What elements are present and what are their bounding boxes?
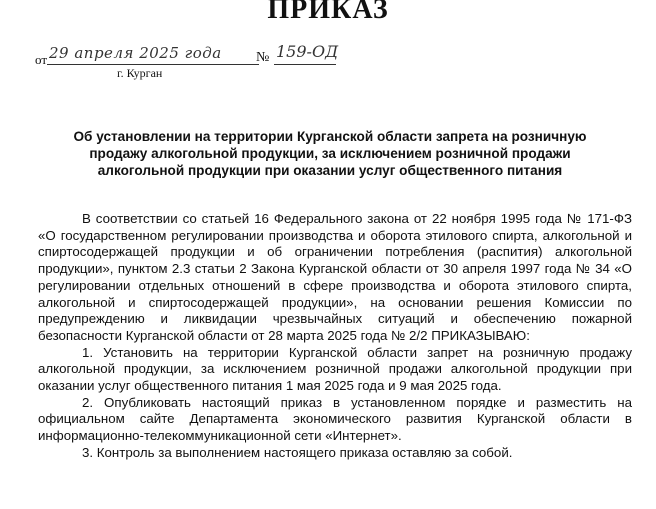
date-prefix: от	[35, 52, 48, 67]
clause-3-paragraph: 3. Контроль за выполнением настоящего приказа оставляю за собой.	[82, 444, 513, 460]
city-label: г. Курган	[117, 66, 163, 80]
clause-2-paragraph: 2. Опубликовать настоящий приказ в установленном порядке и разместить на официальном сайте Департамента экономического развития Курганской области в информационно-телекоммуникационной сети «Интернет».	[38, 394, 632, 444]
number-block	[256, 42, 346, 70]
document-title: ПРИКАЗ	[267, 0, 389, 25]
number-underline	[274, 64, 336, 65]
order-body	[38, 211, 632, 462]
preamble-paragraph: В соответствии со статьей 16 Федерального закона от 22 ноября 1995 года № 171-ФЗ «О государственном регулировании производства и оборота этилового спирта, алкогольной и спиртосодержащей продукции и об ограничении потребления (распития) алкогольной продукции», пунктом 2.3 статьи 2 Закона Курганской области от 30 апреля 1997 года № 34 «О регулировании отдельных отношений в сфере производства и оборота этилового спирта, алкогольной и спиртосодержащей продукции», на основании решения Комиссии по предупреждению и ликвидации чрезвычайных ситуаций и обеспечению пожарной безопасности Курганской области от 28 марта 2025 года № 2/2 ПРИКАЗЫВАЮ:	[38, 211, 632, 343]
order-heading: Об установлении на территории Курганской области запрета на розничную продажу алкогольной продукции, за исключением розничной продажи алкогольной продукции при оказании услуг общественного питания	[73, 129, 587, 178]
date-underline	[47, 64, 259, 65]
number-prefix: №	[256, 50, 270, 65]
handwritten-number: 159-ОД	[276, 42, 339, 61]
handwritten-date: 29 апреля 2025 года	[49, 44, 222, 62]
clause-1-paragraph: 1. Установить на территории Курганской области запрет на розничную продажу алкогольной продукции, за исключением розничной продажи алкогольной продукции при оказании услуг общественного питания 1 мая 2025 года и 9 мая 2025 года.	[38, 344, 632, 394]
